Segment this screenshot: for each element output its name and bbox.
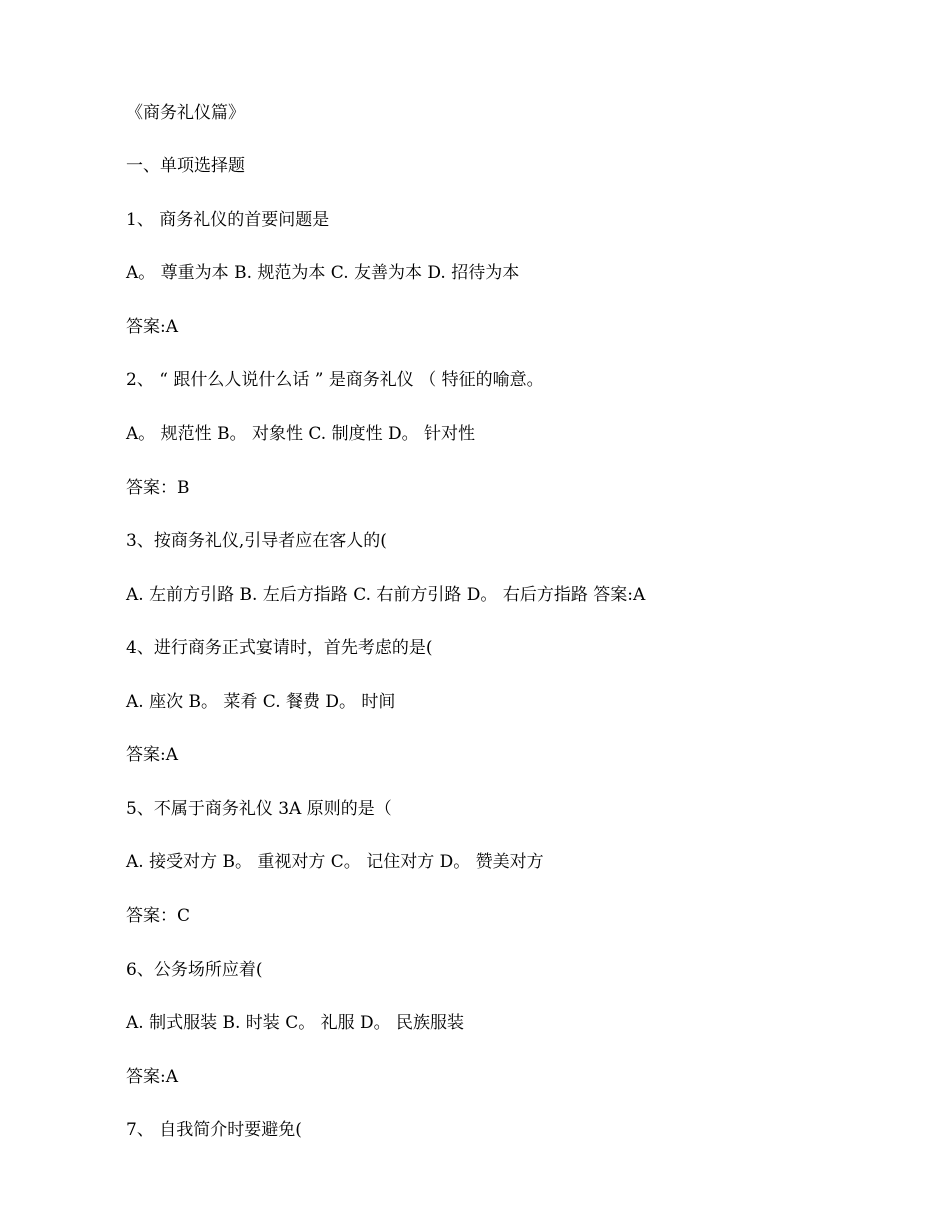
question-4: 4、进行商务正式宴请时，首先考虑的是( xyxy=(126,638,433,658)
question-6-answer: 答案:A xyxy=(126,1067,179,1087)
section-heading: 一、单项选择题 xyxy=(126,156,245,176)
question-2-answer: 答案：B xyxy=(126,478,190,498)
question-5-answer: 答案：C xyxy=(126,906,191,926)
question-6-options: A. 制式服装 B. 时装 C。 礼服 D。 民族服装 xyxy=(126,1013,465,1033)
question-5-options: A. 接受对方 B。 重视对方 C。 记住对方 D。 赞美对方 xyxy=(126,852,544,872)
question-3: 3、按商务礼仪,引导者应在客人的( xyxy=(126,531,387,551)
question-5: 5、不属于商务礼仪 3A 原则的是（ xyxy=(126,799,392,819)
question-4-options: A. 座次 B。 菜肴 C. 餐费 D。 时间 xyxy=(126,692,396,712)
question-4-answer: 答案:A xyxy=(126,745,179,765)
question-2: 2、 “ 跟什么人说什么话 ” 是商务礼仪 （ 特征的喻意。 xyxy=(126,370,544,390)
question-1: 1、 商务礼仪的首要问题是 xyxy=(126,210,330,230)
document-title: 《商务礼仪篇》 xyxy=(126,103,245,123)
question-1-answer: 答案:A xyxy=(126,317,179,337)
question-1-options: A。 尊重为本 B. 规范为本 C. 友善为本 D. 招待为本 xyxy=(126,263,520,283)
question-3-options-answer: A. 左前方引路 B. 左后方指路 C. 右前方引路 D。 右后方指路 答案:A xyxy=(126,585,646,605)
question-2-options: A。 规范性 B。 对象性 C. 制度性 D。 针对性 xyxy=(126,424,476,444)
question-6: 6、公务场所应着( xyxy=(126,960,263,980)
question-7: 7、 自我简介时要避免( xyxy=(126,1120,302,1140)
